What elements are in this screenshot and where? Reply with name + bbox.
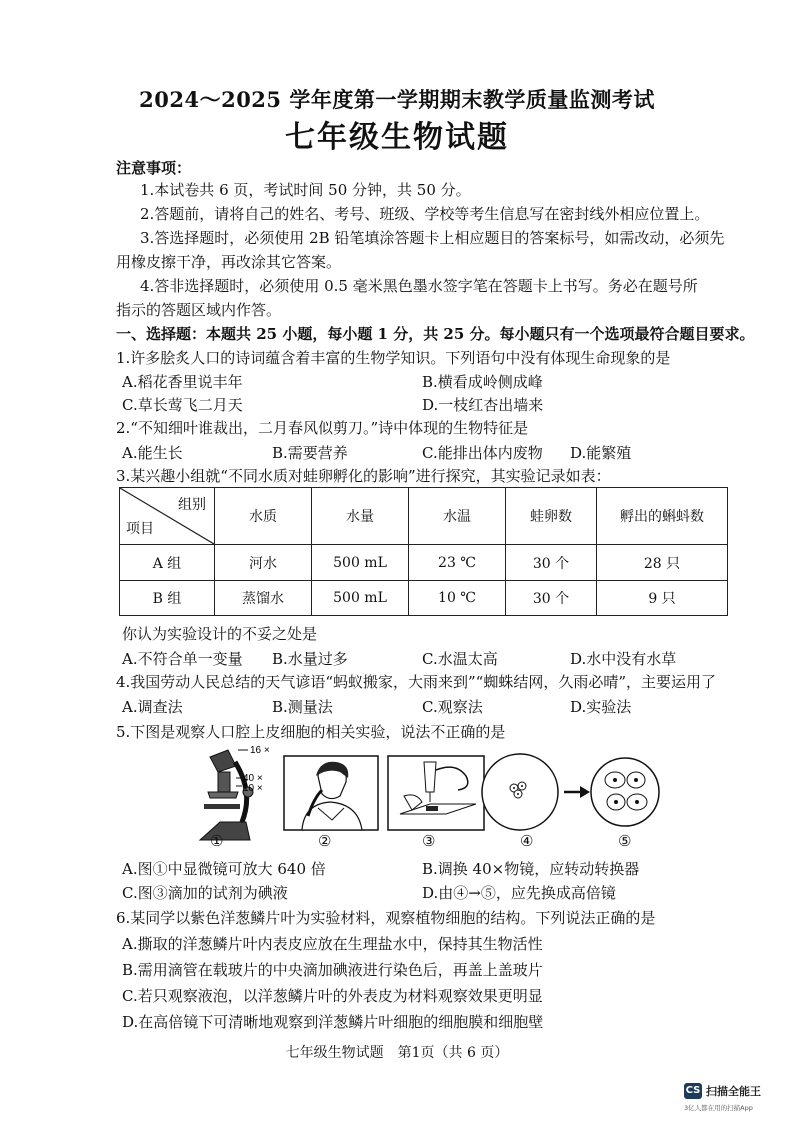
section-heading: 一、选择题：本题共 25 小题，每小题 1 分，共 25 分。每小题只有一个选项最符合题目要求。 — [116, 325, 755, 343]
q4-option-b: B.测量法 — [272, 698, 333, 716]
q3-option-d: D.水中没有水草 — [570, 650, 677, 668]
q4-stem: 4.我国劳动人民总结的天气谚语“蚂蚁搬家，大雨来到”“蜘蛛结网，久雨必晴”，主要运用了 — [116, 673, 716, 691]
figure-label-2: ② — [318, 832, 332, 850]
cheek-scraping-image — [284, 756, 378, 830]
note-4-cont: 指示的答题区域内作答。 — [116, 301, 282, 319]
arrow-icon — [564, 786, 590, 798]
q6-option-c: C.若只观察液泡，以洋葱鳞片叶的外表皮为材料观察效果更明显 — [122, 987, 543, 1005]
note-3-cont: 用橡皮擦干净，再改涂其它答案。 — [116, 253, 342, 271]
low-magnification-view — [482, 754, 558, 830]
table-header-cell: 水量 — [312, 488, 409, 545]
table-cell: 9 只 — [597, 581, 728, 616]
table-cell: 蒸馏水 — [215, 581, 312, 616]
table-cell: 23 ℃ — [409, 545, 506, 581]
q5-option-c: C.图③滴加的试剂为碘液 — [122, 884, 288, 902]
q3-option-b: B.水量过多 — [272, 650, 348, 668]
q5-option-a: A.图①中显微镜可放大 640 倍 — [122, 860, 326, 878]
watermark-name: 扫描全能王 — [706, 1085, 761, 1098]
page-footer: 七年级生物试题 第1页（共 6 页） — [285, 1045, 509, 1061]
q2-option-a: A.能生长 — [122, 444, 183, 462]
q2-option-d: D.能繁殖 — [570, 444, 632, 462]
table-header-cell: 水温 — [409, 488, 506, 545]
q3-prompt: 你认为实验设计的不妥之处是 — [122, 625, 318, 643]
q1-stem: 1.许多脍炙人口的诗词蕴含着丰富的生物学知识。下列语句中没有体现生命现象的是 — [116, 349, 671, 367]
dropper-slide-image — [388, 756, 484, 830]
table-cell: 30 个 — [506, 545, 597, 581]
mag-label-objective-high: 40 × — [243, 773, 263, 784]
table-cell: 28 只 — [597, 545, 728, 581]
q4-option-a: A.调查法 — [122, 698, 183, 716]
q3-option-c: C.水温太高 — [422, 650, 498, 668]
exam-subtitle: 七年级生物试题 — [285, 120, 509, 155]
q6-option-a: A.撕取的洋葱鳞片叶内表皮应放在生理盐水中，保持其生物活性 — [122, 935, 543, 953]
table-cell: A 组 — [120, 545, 215, 581]
table-cell: 500 mL — [312, 545, 409, 581]
q2-option-c: C.能排出体内废物 — [422, 444, 543, 462]
figure-label-5: ⑤ — [618, 832, 632, 850]
camscanner-logo-icon: CS — [684, 1083, 702, 1099]
table-cell: 30 个 — [506, 581, 597, 616]
table-header-cell: 水质 — [215, 488, 312, 545]
note-3: 3.答选择题时，必须使用 2B 铅笔填涂答题卡上相应题目的答案标号，如需改动，必须先 — [140, 229, 725, 247]
corner-bottom-label: 项目 — [126, 521, 154, 537]
table-cell: 10 ℃ — [409, 581, 506, 616]
q1-option-a: A.稻花香里说丰年 — [122, 373, 243, 391]
table-header-cell: 蛙卵数 — [506, 488, 597, 545]
mag-label-objective-low: 10 × — [243, 783, 263, 794]
table-header-cell: 孵出的蝌蚪数 — [597, 488, 728, 545]
q5-figure-strip — [180, 742, 660, 852]
note-2: 2.答题前，请将自己的姓名、考号、班级、学校等考生信息写在密封线外相应位置上。 — [140, 205, 710, 223]
q1-option-d: D.一枝红杏出墙来 — [422, 396, 544, 414]
q5-option-d: D.由④→⑤，应先换成高倍镜 — [422, 884, 616, 902]
table-cell: B 组 — [120, 581, 215, 616]
q1-option-c: C.草长莺飞二月天 — [122, 396, 243, 414]
table-corner-cell — [120, 488, 215, 545]
table-cell: 河水 — [215, 545, 312, 581]
note-1: 1.本试卷共 6 页，考试时间 50 分钟，共 50 分。 — [140, 181, 471, 199]
q6-option-d: D.在高倍镜下可清晰地观察到洋葱鳞片叶细胞的细胞膜和细胞壁 — [122, 1013, 544, 1031]
figure-label-1: ① — [210, 832, 224, 850]
table-cell: 500 mL — [312, 581, 409, 616]
q6-option-b: B.需用滴管在载玻片的中央滴加碘液进行染色后，再盖上盖玻片 — [122, 961, 543, 979]
corner-top-label: 组别 — [178, 497, 206, 513]
scanner-watermark — [684, 1081, 794, 1121]
watermark-tagline: 3亿人都在用的扫描App — [684, 1104, 753, 1112]
mag-label-eyepiece: 16 × — [250, 745, 270, 756]
q3-option-a: A.不符合单一变量 — [122, 650, 243, 668]
table-row — [120, 581, 728, 616]
notes-heading: 注意事项： — [116, 159, 192, 177]
table-row — [120, 545, 728, 581]
high-magnification-view — [591, 758, 659, 826]
microscope-icon — [200, 750, 253, 840]
figure-label-3: ③ — [422, 832, 436, 850]
q4-option-d: D.实验法 — [570, 698, 632, 716]
q4-option-c: C.观察法 — [422, 698, 483, 716]
q6-stem: 6.某同学以紫色洋葱鳞片叶为实验材料，观察植物细胞的结构。下列说法正确的是 — [116, 909, 656, 927]
q1-option-b: B.横看成岭侧成峰 — [422, 373, 543, 391]
q2-option-b: B.需要营养 — [272, 444, 348, 462]
exam-title: 2024～2025 学年度第一学期期末教学质量监测考试 — [139, 87, 655, 112]
experiment-table — [119, 487, 728, 616]
q5-option-b: B.调换 40×物镜，应转动转换器 — [422, 860, 640, 878]
q2-stem: 2.“不知细叶谁裁出，二月春风似剪刀。”诗中体现的生物特征是 — [116, 419, 529, 437]
q3-stem: 3.某兴趣小组就“不同水质对蛙卵孵化的影响”进行探究，其实验记录如表： — [116, 467, 611, 485]
note-4: 4.答非选择题时，必须使用 0.5 毫米黑色墨水签字笔在答题卡上书写。务必在题号所 — [140, 277, 698, 295]
q5-stem: 5.下图是观察人口腔上皮细胞的相关实验，说法不正确的是 — [116, 723, 506, 741]
figure-label-4: ④ — [520, 832, 534, 850]
